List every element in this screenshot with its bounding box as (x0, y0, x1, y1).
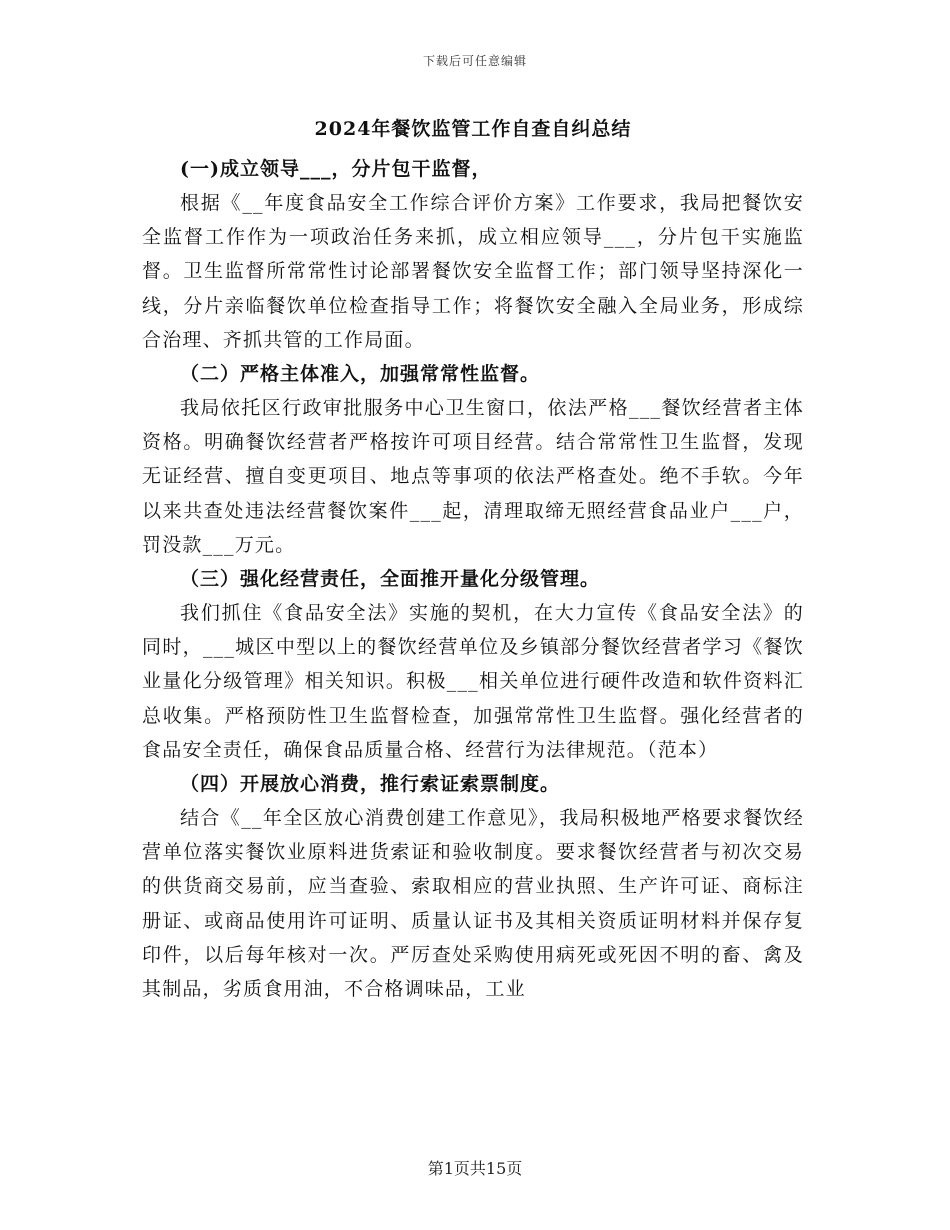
section-paragraph: 我们抓住《食品安全法》实施的契机，在大力宣传《食品安全法》的同时，___城区中型以上的餐饮经营单位及乡镇部分餐饮经营者学习《餐饮业量化分级管理》相关知识。积极___相关单位进行硬件改造和软件资料汇总收集。严格预防性卫生监督检查，加强常常性卫生监督。强化经营者的食品安全责任，确保食品质量合格、经营行为法律规范。（范本） (142, 602, 804, 761)
section-2 (142, 357, 804, 562)
section-heading: (一)成立领导___，分片包干监督， (180, 158, 492, 180)
page-header-note: 下载后可任意编辑 (422, 54, 527, 68)
section-paragraph: 我局依托区行政审批服务中心卫生窗口，依法严格___餐饮经营者主体资格。明确餐饮经营者严格按许可项目经营。结合常常性卫生监督，发现无证经营、擅自变更项目、地点等事项的依法严格查处。绝不手软。今年以来共查处违法经营餐饮案件___起，清理取缔无照经营食品业户___户，罚没款___万元。 (142, 397, 804, 556)
section-1 (142, 152, 804, 357)
section-paragraph: 结合《__年全区放心消费创建工作意见》，我局积极地严格要求餐饮经营单位落实餐饮业原料进货索证和验收制度。要求餐饮经营者与初次交易的供货商交易前，应当查验、索取相应的营业执照、生产许可证、商标注册证、或商品使用许可证明、质量认证书及其相关资质证明材料并保存复印件，以后每年核对一次。严厉查处采购使用病死或死因不明的畜、禽及其制品，劣质食用油，不合格调味品，工业 (142, 807, 804, 1001)
section-heading: （三）强化经营责任，全面推开量化分级管理。 (180, 568, 601, 591)
section-3 (142, 562, 804, 767)
section-heading: （四）开展放心消费，推行索证索票制度。 (180, 773, 561, 796)
section-heading: （二）严格主体准入，加强常常性监督。 (180, 363, 541, 386)
section-4 (142, 767, 804, 1006)
page-number: 第1页共15页 (427, 1159, 523, 1178)
document-body (142, 112, 804, 1006)
document-title: 2024年餐饮监管工作自查自纠总结 (314, 118, 632, 140)
section-paragraph: 根据《__年度食品安全工作综合评价方案》工作要求，我局把餐饮安全监督工作作为一项政治任务来抓，成立相应领导___，分片包干实施监督。卫生监督所常常性讨论部署餐饮安全监督工作；部门领导坚持深化一线，分片亲临餐饮单位检查指导工作；将餐饮安全融入全局业务，形成综合治理、齐抓共管的工作局面。 (142, 192, 804, 351)
